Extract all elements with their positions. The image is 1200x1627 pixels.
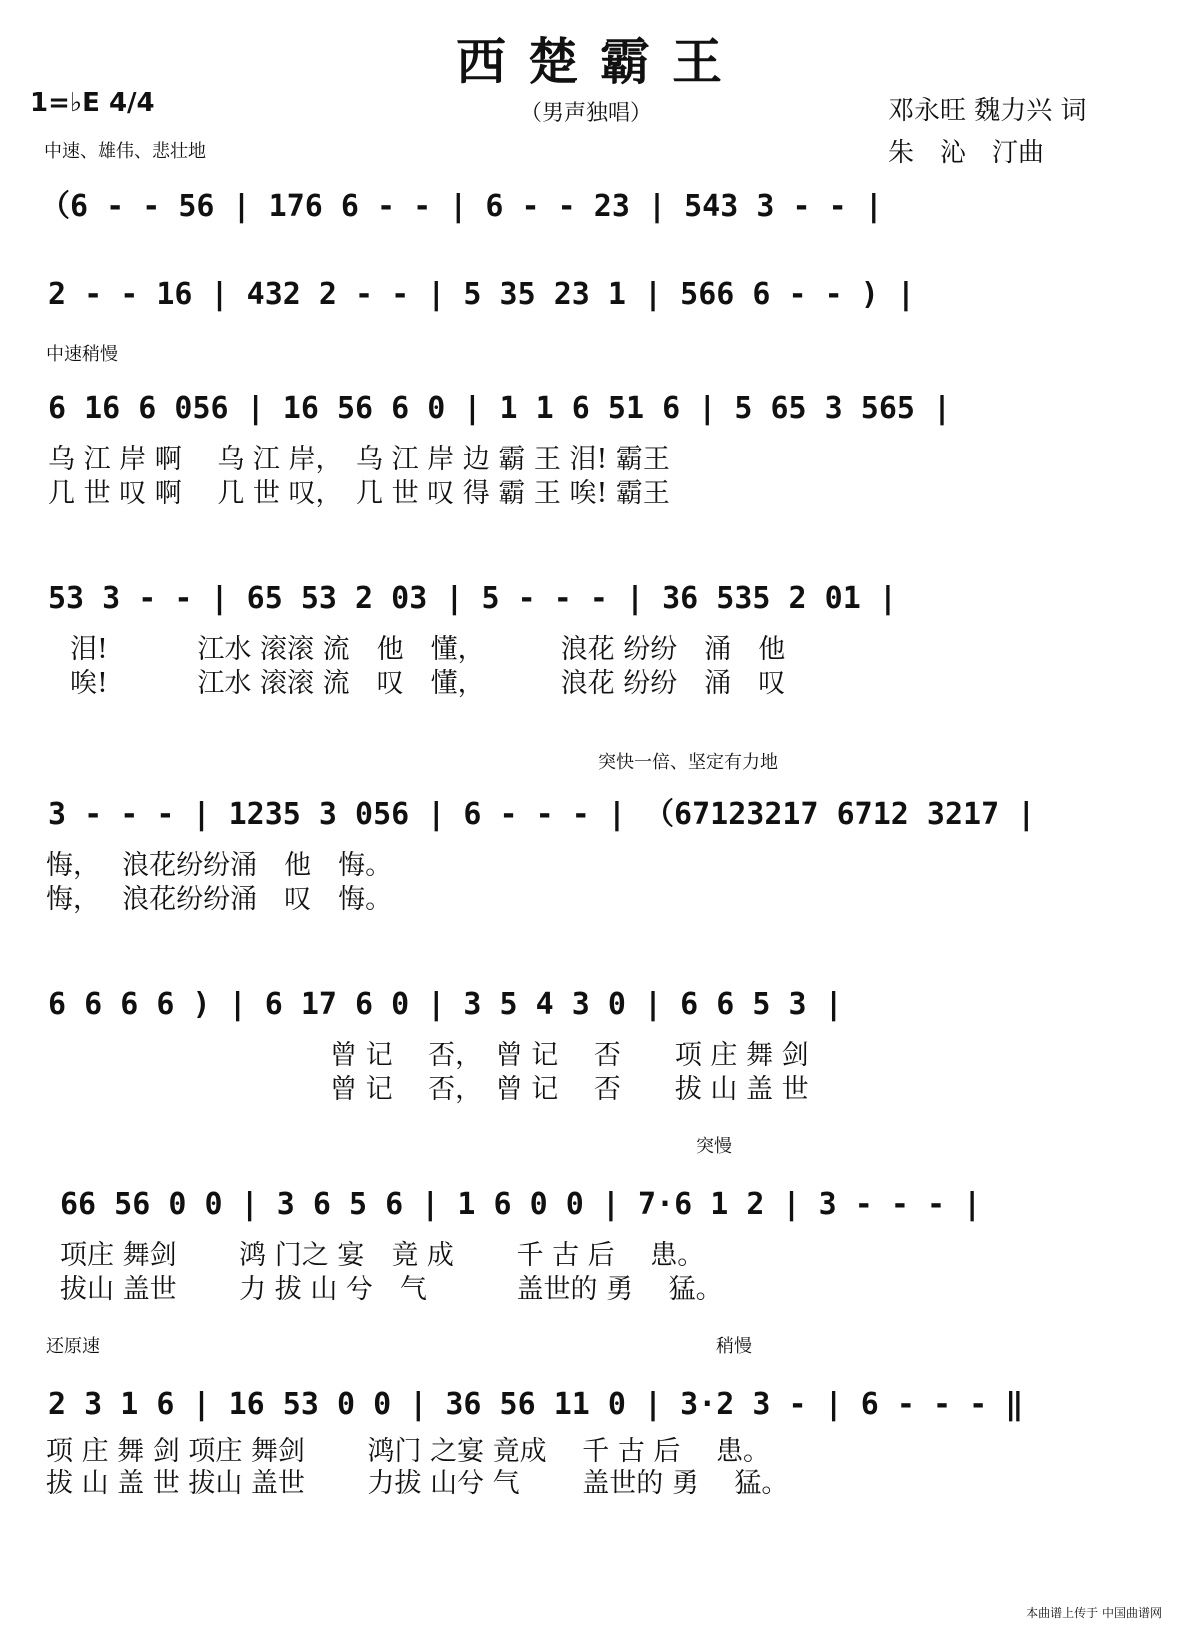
score-row-4 — [0, 574, 1200, 704]
score-row-7 — [0, 1180, 1200, 1310]
notation-line: （6 - - 56 | 176 6 - - | 6 - - 23 | 543 3 - - | — [40, 189, 883, 224]
lyrics-verse-1: 项庄 舞剑 鸿 门之 宴 竟 成 千 古 后 患。 — [60, 1240, 705, 1271]
notation-line: 6 16 6 056 | 16 56 6 0 | 1 1 6 51 6 | 5 65 3 565 | — [48, 391, 952, 426]
notation-line: 66 56 0 0 | 3 6 5 6 | 1 6 0 0 | 7·6 1 2 | 3 - - - | — [60, 1187, 982, 1222]
lyrics-verse-2: 拔 山 盖 世 拔山 盖世 力拔 山兮 气 盖世的 勇 猛。 — [46, 1468, 789, 1499]
tempo-marking: 突快一倍、坚定有力地 — [598, 752, 778, 773]
score-row-3 — [0, 384, 1200, 514]
song-title: 西楚霸王 — [456, 32, 744, 91]
score-row-8 — [0, 1380, 1200, 1510]
lyricist: 邓永旺 魏力兴 词 — [888, 96, 1087, 126]
lyrics-verse-1: 悔， 浪花纷纷涌 他 悔。 — [46, 850, 393, 881]
score-row-5 — [0, 790, 1200, 920]
tempo-marking-slightly-slow: 稍慢 — [716, 1336, 752, 1357]
score-row-2 — [0, 270, 1200, 330]
lyrics-verse-2: 拔山 盖世 力 拔 山 兮 气 盖世的 勇 猛。 — [60, 1274, 723, 1305]
lyrics-verse-2: 曾 记 否， 曾 记 否 拔 山 盖 世 — [330, 1074, 809, 1105]
tempo-marking: 中速、雄伟、悲壮地 — [44, 141, 206, 162]
notation-line: 6 6 6 6 ) | 6 17 6 0 | 3 5 4 3 0 | 6 6 5 3 | — [48, 987, 843, 1022]
tempo-marking: 中速稍慢 — [46, 344, 118, 365]
tempo-marking: 还原速 — [46, 1336, 100, 1357]
notation-line: 3 - - - | 1235 3 056 | 6 - - - | （67123217 6712 3217 | — [48, 797, 1036, 832]
lyrics-verse-2: 唉! 江水 滚滚 流 叹 懂， 浪花 纷纷 涌 叹 — [70, 668, 786, 699]
key-signature: 1=♭E 4/4 — [30, 88, 155, 118]
notation-line: 2 3 1 6 | 16 53 0 0 | 36 56 11 0 | 3·2 3 - | 6 - - - ‖ — [48, 1387, 1024, 1422]
score-row-1 — [0, 182, 1200, 242]
score-row-6 — [0, 980, 1200, 1110]
footer-watermark: 本曲谱上传于 中国曲谱网 — [1026, 1606, 1162, 1620]
notation-line: 53 3 - - | 65 53 2 03 | 5 - - - | 36 535 2 01 | — [48, 581, 897, 616]
performance-type: （男声独唱） — [520, 101, 653, 126]
lyrics-verse-1: 乌 江 岸 啊 乌 江 岸， 乌 江 岸 边 霸 王 泪! 霸王 — [48, 444, 670, 475]
lyrics-verse-1: 泪! 江水 滚滚 流 他 懂， 浪花 纷纷 涌 他 — [70, 634, 786, 665]
tempo-marking: 突慢 — [696, 1136, 732, 1157]
notation-line: 2 - - 16 | 432 2 - - | 5 35 23 1 | 566 6 - - ) | — [48, 277, 915, 312]
lyrics-verse-1: 曾 记 否， 曾 记 否 项 庄 舞 剑 — [330, 1040, 809, 1071]
lyrics-verse-2: 悔， 浪花纷纷涌 叹 悔。 — [46, 884, 393, 915]
lyrics-verse-1: 项 庄 舞 剑 项庄 舞剑 鸿门 之宴 竟成 千 古 后 患。 — [46, 1436, 770, 1467]
lyrics-verse-2: 几 世 叹 啊 几 世 叹， 几 世 叹 得 霸 王 唉! 霸王 — [48, 478, 670, 509]
composer: 朱 沁 汀曲 — [888, 138, 1045, 168]
